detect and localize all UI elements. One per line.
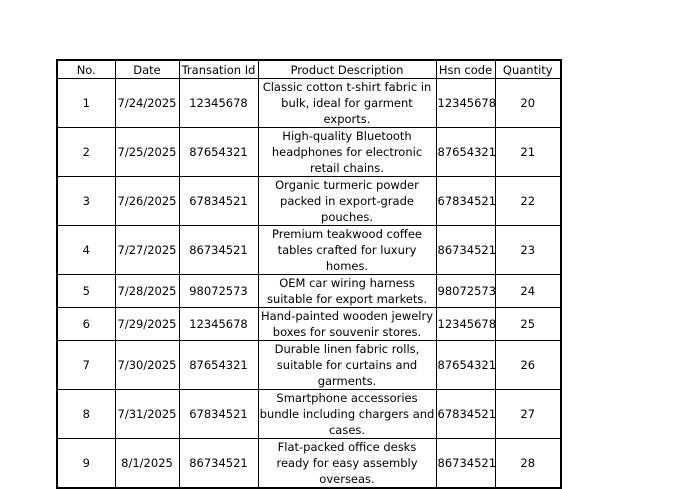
cell-transaction-id: 98072573 — [179, 275, 258, 308]
cell-date: 7/29/2025 — [115, 308, 179, 341]
cell-date: 8/1/2025 — [115, 439, 179, 489]
cell-quantity: 21 — [495, 128, 561, 177]
cell-quantity: 22 — [495, 177, 561, 226]
cell-no: 5 — [57, 275, 115, 308]
cell-hsn-code: 12345678 — [436, 79, 495, 128]
cell-transaction-id: 12345678 — [179, 308, 258, 341]
cell-description: Flat-packed office desks ready for easy assembly overseas. — [258, 439, 436, 489]
cell-date: 7/28/2025 — [115, 275, 179, 308]
table-row — [57, 79, 561, 128]
table-row — [57, 341, 561, 390]
cell-quantity: 26 — [495, 341, 561, 390]
cell-description: Premium teakwood coffee tables crafted for luxury homes. — [258, 226, 436, 275]
cell-no: 2 — [57, 128, 115, 177]
cell-date: 7/25/2025 — [115, 128, 179, 177]
cell-date: 7/24/2025 — [115, 79, 179, 128]
cell-quantity: 28 — [495, 439, 561, 489]
cell-description: Classic cotton t-shirt fabric in bulk, ideal for garment exports. — [258, 79, 436, 128]
cell-quantity: 23 — [495, 226, 561, 275]
transactions-table — [56, 59, 562, 489]
cell-date: 7/27/2025 — [115, 226, 179, 275]
cell-hsn-code: 87654321 — [436, 341, 495, 390]
header-transaction-id: Transation Id — [179, 60, 258, 79]
cell-hsn-code: 86734521 — [436, 439, 495, 489]
table-header-row — [57, 60, 561, 79]
cell-hsn-code: 12345678 — [436, 308, 495, 341]
cell-hsn-code: 67834521 — [436, 177, 495, 226]
cell-description: High-quality Bluetooth headphones for electronic retail chains. — [258, 128, 436, 177]
table-row — [57, 128, 561, 177]
cell-hsn-code: 98072573 — [436, 275, 495, 308]
cell-no: 7 — [57, 341, 115, 390]
table-row — [57, 390, 561, 439]
cell-description: OEM car wiring harness suitable for export markets. — [258, 275, 436, 308]
cell-hsn-code: 86734521 — [436, 226, 495, 275]
cell-quantity: 24 — [495, 275, 561, 308]
cell-transaction-id: 87654321 — [179, 341, 258, 390]
header-product-description: Product Description — [258, 60, 436, 79]
cell-description: Hand-painted wooden jewelry boxes for souvenir stores. — [258, 308, 436, 341]
cell-no: 9 — [57, 439, 115, 489]
cell-quantity: 20 — [495, 79, 561, 128]
cell-no: 4 — [57, 226, 115, 275]
header-hsn-code: Hsn code — [436, 60, 495, 79]
cell-transaction-id: 86734521 — [179, 439, 258, 489]
cell-no: 1 — [57, 79, 115, 128]
cell-quantity: 25 — [495, 308, 561, 341]
cell-date: 7/31/2025 — [115, 390, 179, 439]
cell-no: 3 — [57, 177, 115, 226]
table-row — [57, 275, 561, 308]
cell-hsn-code: 67834521 — [436, 390, 495, 439]
cell-date: 7/26/2025 — [115, 177, 179, 226]
cell-quantity: 27 — [495, 390, 561, 439]
cell-transaction-id: 67834521 — [179, 390, 258, 439]
cell-transaction-id: 86734521 — [179, 226, 258, 275]
cell-description: Smartphone accessories bundle including chargers and cases. — [259, 391, 435, 437]
cell-hsn-code: 87654321 — [436, 128, 495, 177]
cell-description: Organic turmeric powder packed in export-grade pouches. — [258, 177, 436, 226]
table-row — [57, 177, 561, 226]
cell-description: Durable linen fabric rolls, suitable for curtains and garments. — [258, 341, 436, 390]
cell-no: 6 — [57, 308, 115, 341]
cell-transaction-id: 87654321 — [179, 128, 258, 177]
cell-transaction-id: 67834521 — [179, 177, 258, 226]
header-date: Date — [115, 60, 179, 79]
table-row — [57, 226, 561, 275]
cell-no: 8 — [57, 390, 115, 439]
cell-date: 7/30/2025 — [115, 341, 179, 390]
header-quantity: Quantity — [495, 60, 561, 79]
header-no: No. — [57, 60, 115, 79]
cell-transaction-id: 12345678 — [179, 79, 258, 128]
table-row — [57, 308, 561, 341]
table-row — [57, 439, 561, 489]
